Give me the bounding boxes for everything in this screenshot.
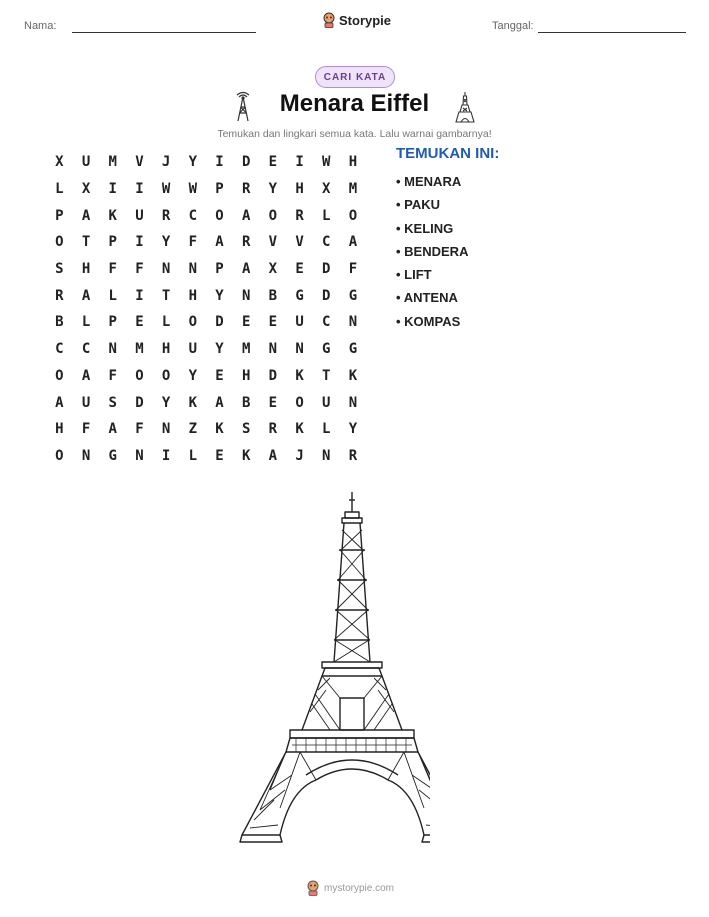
grid-cell[interactable]: T [161, 287, 171, 304]
grid-cell[interactable]: I [135, 287, 144, 304]
brand-name: Storypie [339, 12, 392, 28]
name-label: Nama: [24, 20, 57, 32]
grid-cell[interactable]: G [295, 287, 304, 304]
grid-cell[interactable]: A [348, 234, 358, 251]
grid-cell[interactable]: H [241, 367, 251, 384]
grid-cell[interactable]: K [108, 207, 117, 224]
find-title: TEMUKAN INI: [396, 145, 500, 162]
grid-cell[interactable]: S [55, 261, 64, 278]
word-item: • KELING [396, 217, 468, 240]
grid-cell[interactable]: B [55, 314, 64, 331]
grid-cell[interactable]: N [348, 394, 358, 411]
grid-cell[interactable]: R [241, 234, 251, 251]
storypie-logo-icon [306, 880, 320, 896]
grid-cell[interactable]: E [215, 447, 224, 464]
grid-cell[interactable]: C [188, 207, 197, 224]
grid-cell[interactable]: H [348, 154, 358, 171]
grid-cell[interactable]: A [268, 447, 278, 464]
grid-cell[interactable]: T [81, 234, 91, 251]
grid-cell[interactable]: I [215, 154, 224, 171]
grid-cell[interactable]: U [81, 154, 91, 171]
grid-cell[interactable]: P [108, 234, 117, 251]
category-badge: CARI KATA [315, 66, 395, 88]
grid-cell[interactable]: U [295, 314, 304, 331]
grid-cell[interactable]: O [135, 367, 144, 384]
grid-cell[interactable]: M [108, 154, 117, 171]
grid-cell[interactable]: E [241, 314, 251, 331]
word-item: • BENDERA [396, 240, 468, 263]
grid-cell[interactable]: U [322, 394, 331, 411]
grid-cell[interactable]: J [295, 447, 304, 464]
instructions: Temukan dan lingkari semua kata. Lalu warnai gambarnya! [217, 128, 492, 140]
grid-cell[interactable]: H [81, 261, 91, 278]
grid-cell[interactable]: D [268, 367, 278, 384]
grid-cell[interactable]: A [81, 287, 91, 304]
grid-cell[interactable]: C [55, 341, 64, 358]
word-search-grid[interactable] [46, 149, 366, 469]
word-list [396, 170, 468, 333]
grid-cell[interactable]: V [295, 234, 304, 251]
grid-cell[interactable]: E [268, 154, 278, 171]
grid-cell[interactable]: O [55, 367, 64, 384]
grid-cell[interactable]: R [348, 447, 358, 464]
grid-cell[interactable]: D [322, 261, 331, 278]
grid-cell[interactable]: A [81, 207, 91, 224]
grid-cell[interactable]: B [268, 287, 278, 304]
grid-cell[interactable]: P [215, 261, 224, 278]
grid-cell[interactable]: M [135, 341, 144, 358]
grid-cell[interactable]: A [215, 234, 224, 251]
grid-cell[interactable]: N [268, 341, 278, 358]
grid-cell[interactable]: O [348, 207, 358, 224]
grid-cell[interactable]: G [348, 287, 358, 304]
grid-cell[interactable]: E [268, 394, 278, 411]
grid-cell[interactable]: N [108, 341, 117, 358]
grid-cell[interactable]: M [241, 341, 251, 358]
grid-cell[interactable]: M [348, 181, 358, 198]
grid-cell[interactable]: I [108, 181, 117, 198]
grid-cell[interactable]: P [215, 181, 224, 198]
grid-cell[interactable]: G [322, 341, 331, 358]
date-label: Tanggal: [492, 20, 534, 32]
grid-cell[interactable]: J [161, 154, 171, 171]
grid-cell[interactable]: E [268, 314, 278, 331]
grid-cell[interactable]: D [135, 394, 144, 411]
grid-cell[interactable]: O [55, 234, 64, 251]
grid-cell[interactable]: L [188, 447, 197, 464]
grid-cell[interactable]: O [295, 394, 304, 411]
storypie-logo-icon [322, 12, 336, 28]
grid-cell[interactable]: N [161, 421, 171, 438]
word-item: • MENARA [396, 170, 468, 193]
grid-cell[interactable]: R [161, 207, 171, 224]
grid-cell[interactable]: K [215, 421, 224, 438]
grid-cell[interactable]: K [241, 447, 251, 464]
grid-cell[interactable]: R [268, 421, 278, 438]
grid-cell[interactable]: O [161, 367, 171, 384]
grid-cell[interactable]: E [295, 261, 304, 278]
word-item: • LIFT [396, 263, 468, 286]
grid-cell[interactable]: Y [215, 341, 224, 358]
grid-cell[interactable]: D [241, 154, 251, 171]
grid-cell[interactable]: S [108, 394, 117, 411]
grid-cell[interactable]: V [268, 234, 278, 251]
grid-cell[interactable]: I [161, 447, 171, 464]
grid-cell[interactable]: T [322, 367, 331, 384]
grid-cell[interactable]: O [268, 207, 278, 224]
grid-cell[interactable]: F [135, 421, 144, 438]
grid-cell[interactable]: L [55, 181, 64, 198]
grid-cell[interactable]: W [188, 181, 197, 198]
grid-cell[interactable]: Y [161, 394, 171, 411]
grid-cell[interactable]: P [55, 207, 64, 224]
grid-cell[interactable]: X [55, 154, 64, 171]
grid-cell[interactable]: U [135, 207, 144, 224]
grid-cell[interactable]: N [81, 447, 91, 464]
grid-cell[interactable]: X [322, 181, 331, 198]
word-item: • KOMPAS [396, 310, 468, 333]
grid-cell[interactable]: H [161, 341, 171, 358]
grid-cell[interactable]: A [241, 207, 251, 224]
grid-cell[interactable]: N [161, 261, 171, 278]
grid-cell[interactable]: Y [161, 234, 171, 251]
grid-cell[interactable]: A [241, 261, 251, 278]
grid-cell[interactable]: X [268, 261, 278, 278]
grid-cell[interactable]: C [81, 341, 91, 358]
grid-cell[interactable]: U [188, 341, 197, 358]
eiffel-tower-illustration[interactable] [230, 490, 430, 852]
grid-cell[interactable]: L [81, 314, 91, 331]
grid-cell[interactable]: N [135, 447, 144, 464]
grid-cell[interactable]: F [348, 261, 358, 278]
grid-cell[interactable]: I [135, 181, 144, 198]
grid-cell[interactable]: K [295, 367, 304, 384]
brand [322, 12, 391, 28]
word-item: • PAKU [396, 193, 468, 216]
grid-cell[interactable]: H [55, 421, 64, 438]
grid-cell[interactable]: B [241, 394, 251, 411]
grid-cell[interactable]: A [215, 394, 224, 411]
grid-cell[interactable]: W [161, 181, 171, 198]
grid-cell[interactable]: H [188, 287, 197, 304]
grid-cell[interactable]: N [241, 287, 251, 304]
eiffel-tower-icon [455, 91, 475, 123]
grid-cell[interactable]: A [108, 421, 117, 438]
word-item: • ANTENA [396, 286, 468, 309]
grid-cell[interactable]: C [322, 234, 331, 251]
grid-cell[interactable]: W [322, 154, 331, 171]
grid-cell[interactable]: L [322, 421, 331, 438]
footer [306, 880, 394, 896]
grid-cell[interactable]: L [322, 207, 331, 224]
grid-cell[interactable]: Y [188, 367, 197, 384]
grid-cell[interactable]: N [348, 314, 358, 331]
grid-cell[interactable]: N [188, 261, 197, 278]
grid-cell[interactable]: K [295, 421, 304, 438]
grid-cell[interactable]: R [241, 181, 251, 198]
grid-cell[interactable]: Y [348, 421, 358, 438]
grid-cell[interactable]: I [135, 234, 144, 251]
grid-cell[interactable]: E [135, 314, 144, 331]
page-title: Menara Eiffel [279, 90, 430, 117]
grid-cell[interactable]: O [55, 447, 64, 464]
grid-cell[interactable]: P [108, 314, 117, 331]
grid-cell[interactable]: D [322, 287, 331, 304]
grid-cell[interactable]: Y [188, 154, 197, 171]
grid-cell[interactable]: V [135, 154, 144, 171]
grid-cell[interactable]: X [81, 181, 91, 198]
grid-cell[interactable]: F [81, 421, 91, 438]
grid-cell[interactable]: H [295, 181, 304, 198]
grid-cell[interactable]: F [108, 367, 117, 384]
name-line[interactable] [72, 32, 256, 33]
grid-cell[interactable]: Y [268, 181, 278, 198]
grid-cell[interactable]: D [215, 314, 224, 331]
grid-cell[interactable]: F [188, 234, 197, 251]
grid-cell[interactable]: I [295, 154, 304, 171]
grid-cell[interactable]: N [322, 447, 331, 464]
grid-cell[interactable]: O [188, 314, 197, 331]
grid-cell[interactable]: E [215, 367, 224, 384]
grid-cell[interactable]: K [188, 394, 197, 411]
grid-cell[interactable]: Y [215, 287, 224, 304]
grid-cell[interactable]: R [55, 287, 64, 304]
grid-cell[interactable]: C [322, 314, 331, 331]
grid-cell[interactable]: A [81, 367, 91, 384]
grid-cell[interactable]: O [215, 207, 224, 224]
grid-cell[interactable]: S [241, 421, 251, 438]
footer-url[interactable]: mystorypie.com [324, 882, 395, 894]
grid-cell[interactable]: N [295, 341, 304, 358]
grid-cell[interactable]: K [348, 367, 358, 384]
grid-cell[interactable]: G [108, 447, 117, 464]
grid-cell[interactable]: A [55, 394, 64, 411]
grid-cell[interactable]: Z [188, 421, 197, 438]
grid-cell[interactable]: U [81, 394, 91, 411]
grid-cell[interactable]: F [135, 261, 144, 278]
date-line[interactable] [538, 32, 686, 33]
grid-cell[interactable]: F [108, 261, 117, 278]
grid-cell[interactable]: L [108, 287, 117, 304]
grid-cell[interactable]: L [161, 314, 171, 331]
grid-cell[interactable]: G [348, 341, 358, 358]
grid-cell[interactable]: R [295, 207, 304, 224]
